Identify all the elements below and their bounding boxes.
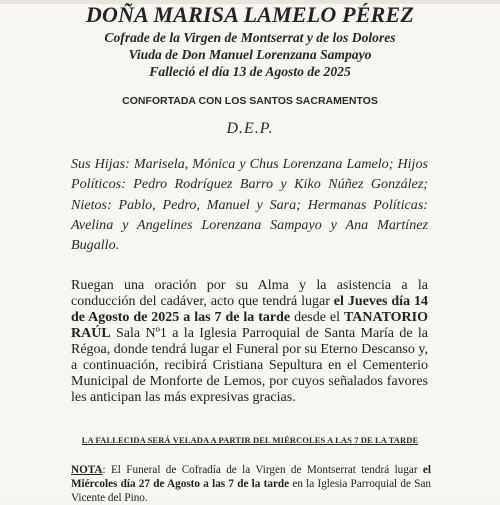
funeral-details-paragraph <box>71 278 428 406</box>
note-text-2: en la Iglesia Parroquial de San Vicente del Pino. <box>71 478 431 504</box>
body-date-time: el Jueves día 14 de Agosto de 2025 a las 7 de la tarde <box>71 294 428 325</box>
note-paragraph <box>71 463 431 505</box>
deceased-name: DOÑA MARISA LAMELO PÉREZ <box>85 2 415 27</box>
sacraments-line: CONFORTADA CON LOS SANTOS SACRAMENTOS <box>122 95 378 107</box>
family-paragraph: Sus Hijas: Marisela, Mónica y Chus Lorenzana Lamelo; Hijos Políticos: Pedro Rodríguez Barro y Kiko Núñez González; Nietos: Pablo, Pedro, Manuel y Sara; Hermanas Políticas: Avelina y Angelines Lorenzana Sampayo y Ana Martínez Bugallo. <box>71 156 428 254</box>
widow-line: Viuda de Don Manuel Lorenzana Sampayo <box>128 47 372 62</box>
note-label: NOTA <box>71 464 103 476</box>
body-text-1: Ruegan una oración por su Alma y la asistencia a la conducción del cadáver, acto que tendrá lugar <box>71 278 428 309</box>
dep-line: D.E.P. <box>226 120 274 137</box>
vigil-notice: LA FALLECIDA SERÁ VELADA A PARTIR DEL MIÉRCOLES A LAS 7 DE LA TARDE <box>81 435 419 445</box>
confraternity-line: Cofrade de la Virgen de Montserrat y de los Dolores <box>104 30 396 45</box>
death-date-line: Falleció el día 13 de Agosto de 2025 <box>149 64 351 79</box>
note-date-time: el Miércoles día 27 de Agosto a las 7 de la tarde <box>71 464 431 490</box>
body-text-3: Sala Nº1 a la Iglesia Parroquial de Santa María de la Régoa, donde tendrá lugar el Funeral por su Eterno Descanso y, a continuación, recibirá Cristiana Sepultura en el Cementerio Municipal de Monforte de Lemos, por cuyos señalados favores les anticipan las más expresivas gracias. <box>71 326 428 405</box>
body-text-2: desde el <box>290 310 344 325</box>
note-text-1: : El Funeral de Cofradía de la Virgen de Montserrat tendrá lugar <box>102 464 423 476</box>
body-funeral-home: TANATORIO RAÚL <box>71 310 428 341</box>
